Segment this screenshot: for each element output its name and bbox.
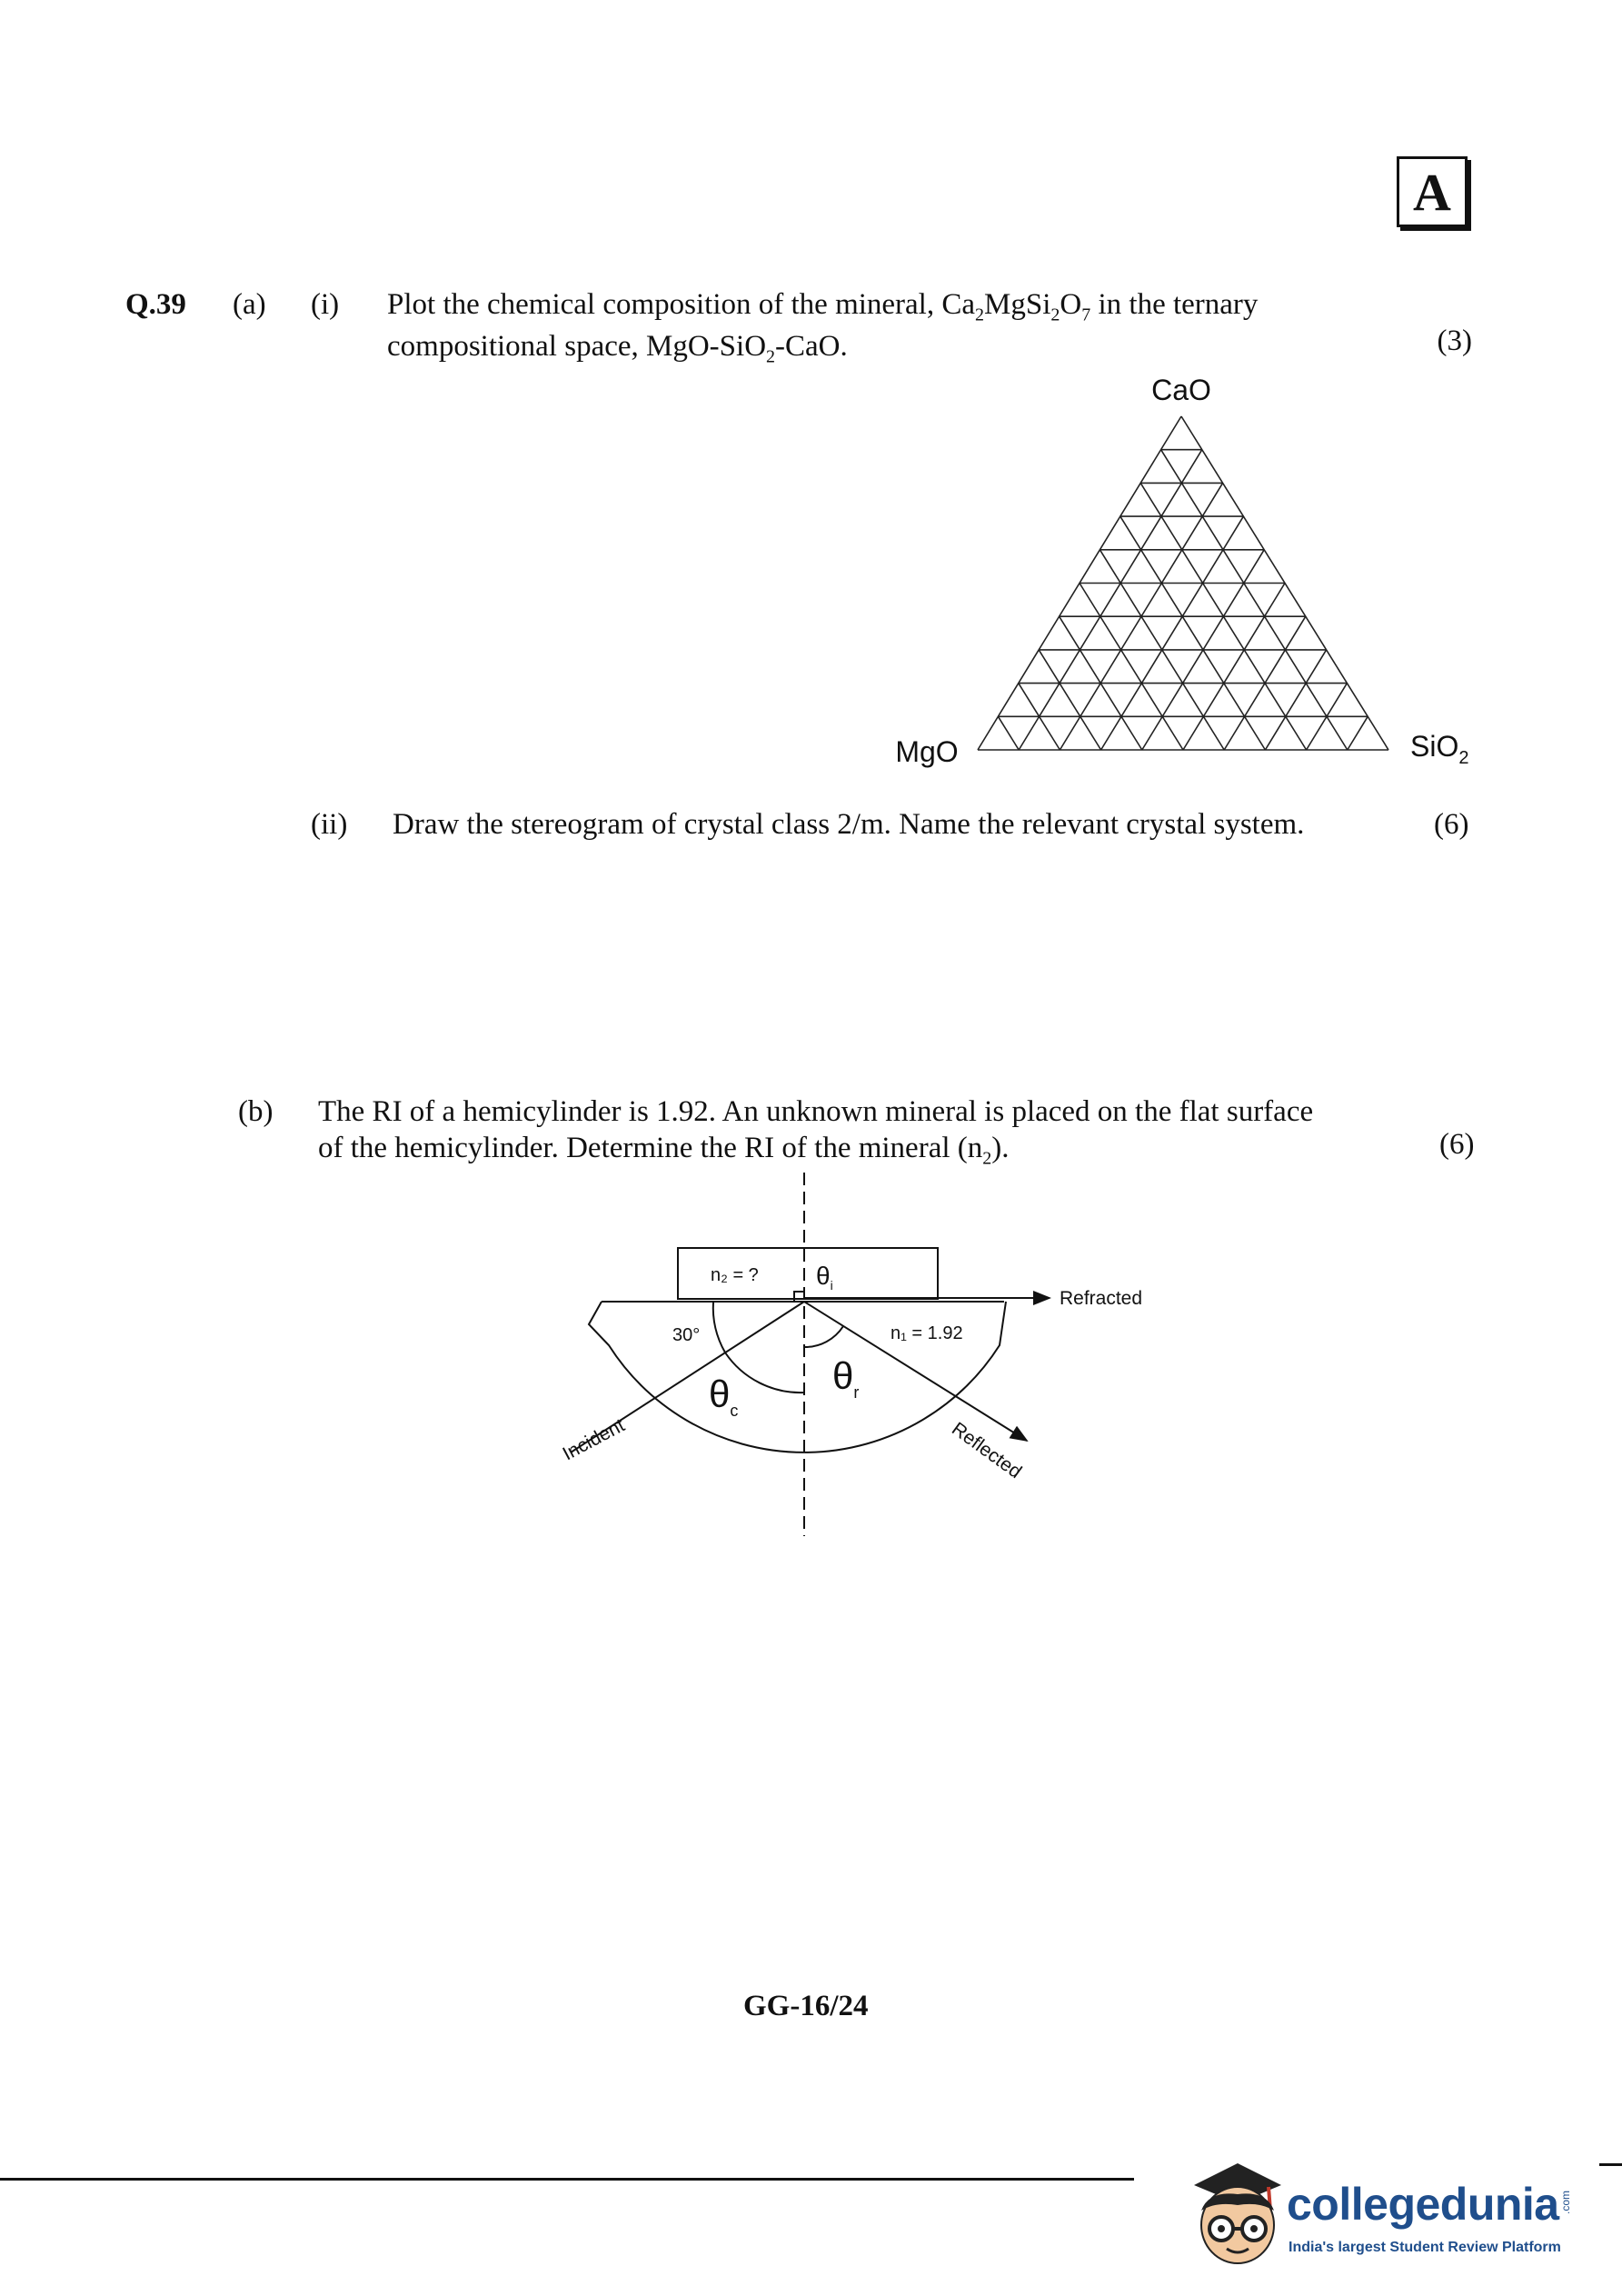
- n2-label: n₂ = ?: [711, 1265, 759, 1285]
- sub-i-text-part: Plot the chemical composition of the mineral, Ca: [387, 288, 976, 321]
- ternary-gridline: [1019, 450, 1202, 750]
- apex-sio2-sub: 2: [1458, 748, 1469, 768]
- sub-i-text-part: compositional space, MgO-SiO: [387, 330, 767, 363]
- theta-r-label: [832, 1354, 859, 1402]
- sub-ii-marks: (6): [1434, 808, 1469, 841]
- sub-i-marks: (3): [1437, 324, 1472, 357]
- part-b-text-part: of the hemicylinder. Determine the RI of the mineral (n: [318, 1132, 983, 1164]
- sub-i-text-line1: [387, 284, 1468, 329]
- refracted-label: Refracted: [1060, 1288, 1143, 1309]
- apex-cao-label: CaO: [1151, 374, 1211, 406]
- sub-ii-text: Draw the stereogram of crystal class 2/m. Name the relevant crystal system.: [393, 808, 1305, 841]
- sub-i-text-part: -CaO.: [775, 330, 848, 363]
- theta-r-arc: [804, 1326, 843, 1347]
- subscript: 7: [1081, 304, 1091, 325]
- sub-ii-label: (ii): [311, 808, 348, 841]
- ternary-gridline: [1183, 584, 1285, 751]
- sub-i-text-part: O: [1060, 288, 1082, 321]
- part-b-marks: (6): [1439, 1128, 1475, 1161]
- sub-i-text-part: MgSi: [984, 288, 1051, 321]
- brand-tagline: India's largest Student Review Platform: [1289, 2240, 1561, 2255]
- theta-r-symbol: θ: [832, 1354, 854, 1397]
- sub-i-label: (i): [311, 288, 340, 321]
- apex-sio2-main: SiO: [1410, 730, 1459, 763]
- ternary-gridline: [1101, 516, 1244, 750]
- theta-c-symbol: θ: [709, 1373, 731, 1415]
- subscript: 2: [975, 304, 985, 325]
- ternary-gridline: [1080, 584, 1183, 751]
- ternary-grid: [978, 416, 1388, 750]
- angle-30-arc: [713, 1302, 725, 1353]
- ternary-gridline: [1120, 516, 1266, 750]
- ternary-gridline: [998, 716, 1019, 750]
- hemicylinder-diagram: [545, 1168, 1181, 1550]
- theta-i-symbol: θ: [816, 1262, 831, 1290]
- brand-name: collegedunia: [1287, 2179, 1559, 2230]
- subscript: 2: [766, 346, 776, 367]
- part-a-label: (a): [233, 288, 266, 321]
- brand-dotcom: .com: [1559, 2191, 1572, 2215]
- question-number: Q.39: [125, 288, 186, 321]
- theta-c-label: [709, 1373, 738, 1420]
- page-code: GG-16/24: [743, 1990, 869, 2022]
- theta-i-label: [816, 1262, 833, 1293]
- apex-sio2-label: [1410, 730, 1468, 768]
- apex-mgo-label: MgO: [895, 735, 959, 768]
- theta-c-arc: [725, 1353, 804, 1393]
- part-b-text-line2: [318, 1127, 1010, 1173]
- right-angle-marker: [794, 1292, 804, 1302]
- ternary-gridline: [1348, 716, 1368, 750]
- ternary-gridline: [1161, 450, 1348, 750]
- subscript: 2: [1050, 304, 1060, 325]
- theta-i-sub: i: [830, 1278, 833, 1293]
- footer-divider: [0, 2178, 1134, 2181]
- sub-i-text-part: in the ternary: [1090, 288, 1259, 321]
- part-b-label: (b): [238, 1095, 274, 1128]
- subscript: 2: [982, 1148, 992, 1169]
- theta-c-sub: c: [730, 1402, 739, 1420]
- reflected-label: Reflected: [948, 1418, 1026, 1483]
- angle-30-label: 30°: [672, 1325, 701, 1345]
- footer-divider-right: [1599, 2163, 1622, 2166]
- ternary-diagram: [872, 364, 1508, 782]
- part-b-text-part: ).: [991, 1132, 1010, 1164]
- sub-i-text-line2: [387, 325, 848, 371]
- brand-mascot-icon: [1181, 2154, 1290, 2272]
- n1-label: n₁ = 1.92: [891, 1323, 963, 1343]
- part-b-text-line1: The RI of a hemicylinder is 1.92. An unknown mineral is placed on the flat surface: [318, 1095, 1314, 1128]
- question-set-label: A: [1397, 156, 1468, 227]
- theta-r-sub: r: [853, 1383, 860, 1402]
- incident-label: Incident: [559, 1414, 629, 1465]
